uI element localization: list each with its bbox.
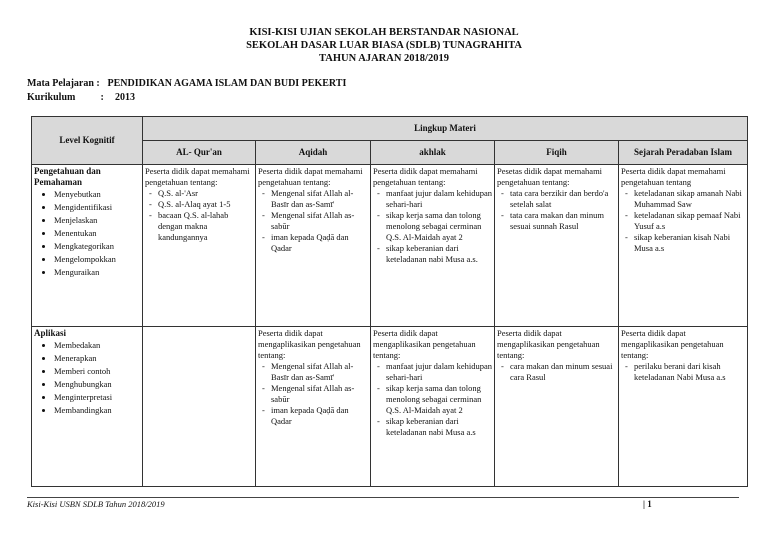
cell-intro: Peserta didik dapat memahami pengetahuan tentang: bbox=[373, 166, 478, 187]
skill-item: • Menghubungkan bbox=[54, 378, 140, 391]
kisi-kisi-table bbox=[31, 116, 748, 487]
content-cell bbox=[619, 327, 748, 487]
cell-intro: Peserta didik dapat memahami pengetahuan tentang bbox=[621, 166, 726, 187]
col-header-sejarah: Sejarah Peradaban Islam bbox=[619, 141, 748, 165]
material-item: - iman kepada Qaḍā dan Qadar bbox=[271, 405, 368, 427]
material-list bbox=[621, 188, 745, 254]
cell-intro: Peserta didik dapat mengaplikasikan pengetahuan tentang: bbox=[258, 328, 361, 360]
content-cell bbox=[256, 327, 371, 487]
material-item: - iman kepada Qaḍā dan Qadar bbox=[271, 232, 368, 254]
col-header-akhlak: akhlak bbox=[371, 141, 495, 165]
curriculum-label: Kurikulum bbox=[27, 92, 76, 103]
skill-list bbox=[34, 188, 140, 279]
material-list bbox=[373, 188, 492, 265]
subject-row bbox=[27, 78, 346, 89]
skill-item: • Mengelompokkan bbox=[54, 253, 140, 266]
material-item: - Mengenal sifat Allah as-sabūr bbox=[271, 210, 368, 232]
material-item: - tata cara makan dan minum sesuai sunnah Rasul bbox=[510, 210, 616, 232]
material-item: - manfaat jujur dalam kehidupan sehari-hari bbox=[386, 361, 492, 383]
material-item: - keteladanan sikap pemaaf Nabi Yusuf a.s bbox=[634, 210, 745, 232]
content-cell bbox=[371, 327, 495, 487]
material-item: - Q.S. al-Alaq ayat 1-5 bbox=[158, 199, 253, 210]
level-cell bbox=[32, 327, 143, 487]
subject-label: Mata Pelajaran : bbox=[27, 78, 100, 89]
level-title: Pengetahuan dan Pemahaman bbox=[34, 166, 101, 187]
material-list bbox=[497, 361, 616, 383]
table-row bbox=[32, 165, 748, 327]
cell-intro: Pesetas didik dapat memahami pengetahuan tentang: bbox=[497, 166, 603, 187]
content-cell bbox=[619, 165, 748, 327]
content-cell bbox=[495, 165, 619, 327]
material-list bbox=[258, 188, 368, 254]
skill-item: • Menyebutkan bbox=[54, 188, 140, 201]
skill-item: • Menentukan bbox=[54, 227, 140, 240]
skill-item: • Memberi contoh bbox=[54, 365, 140, 378]
skill-item: • Menginterpretasi bbox=[54, 391, 140, 404]
material-item: - Q.S. al-'Asr bbox=[158, 188, 253, 199]
material-item: - sikap keberanian dari keteladanan nabi Musa a.s. bbox=[386, 243, 492, 265]
cell-intro: Peserta didik dapat mengaplikasikan pengetahuan tentang: bbox=[373, 328, 476, 360]
skill-item: • Menerapkan bbox=[54, 352, 140, 365]
cell-intro: Peserta didik dapat memahami pengetahuan tentang: bbox=[258, 166, 363, 187]
material-list bbox=[497, 188, 616, 232]
subject-value: PENDIDIKAN AGAMA ISLAM DAN BUDI PEKERTI bbox=[107, 78, 347, 89]
skill-item: • Membedakan bbox=[54, 339, 140, 352]
skill-item: • Mengkategorikan bbox=[54, 240, 140, 253]
material-item: - Mengenal sifat Allah al-Basīr dan as-Samī' bbox=[271, 361, 368, 383]
doc-title-line2: SEKOLAH DASAR LUAR BIASA (SDLB) TUNAGRAHITA bbox=[246, 40, 522, 51]
doc-title-line1: KISI-KISI UJIAN SEKOLAH BERSTANDAR NASIONAL bbox=[249, 27, 519, 38]
material-item: - sikap keberanian kisah Nabi Musa a.s bbox=[634, 232, 745, 254]
material-item: - keteladanan sikap amanah Nabi Muhammad Saw bbox=[634, 188, 745, 210]
content-cell bbox=[143, 165, 256, 327]
level-header: Level Kognitif bbox=[32, 117, 143, 165]
content-cell bbox=[256, 165, 371, 327]
material-item: - Mengenal sifat Allah al-Basīr dan as-Samī' bbox=[271, 188, 368, 210]
skill-item: • Menguraikan bbox=[54, 266, 140, 279]
level-title: Aplikasi bbox=[34, 328, 67, 338]
material-item: - sikap keberanian dari keteladanan nabi Musa a.s bbox=[386, 416, 492, 438]
material-item: - tata cara berzikir dan berdo'a setelah salat bbox=[510, 188, 616, 210]
cell-intro: Peserta didik dapat memahami pengetahuan tentang: bbox=[145, 166, 250, 187]
skill-item: • Menjelaskan bbox=[54, 214, 140, 227]
skill-item: • Membandingkan bbox=[54, 404, 140, 417]
footer-text: Kisi-Kisi USBN SDLB Tahun 2018/2019 bbox=[27, 499, 165, 509]
content-cell bbox=[495, 327, 619, 487]
material-list bbox=[621, 361, 745, 383]
level-cell bbox=[32, 165, 143, 327]
footer-divider bbox=[27, 497, 739, 498]
material-list bbox=[145, 188, 253, 243]
material-list bbox=[373, 361, 492, 438]
material-list bbox=[258, 361, 368, 427]
material-item: - sikap kerja sama dan tolong menolong sebagai cerminan Q.S. Al-Maidah ayat 2 bbox=[386, 210, 492, 243]
material-item: - manfaat jujur dalam kehidupan sehari-hari bbox=[386, 188, 492, 210]
doc-title-line3: TAHUN AJARAN 2018/2019 bbox=[319, 53, 449, 64]
cell-intro: Peserta didik dapat mengaplikasikan pengetahuan tentang: bbox=[497, 328, 600, 360]
page-number: | 1 bbox=[643, 499, 652, 509]
material-item: - perilaku berani dari kisah keteladanan Nabi Musa a.s bbox=[634, 361, 745, 383]
table-row bbox=[32, 327, 748, 487]
material-item: - cara makan dan minum sesuai cara Rasul bbox=[510, 361, 616, 383]
col-header-fiqih: Fiqih bbox=[495, 141, 619, 165]
curriculum-value: 2013 bbox=[115, 92, 135, 103]
scope-header: Lingkup Materi bbox=[143, 117, 748, 141]
material-item: - sikap kerja sama dan tolong menolong sebagai cerminan Q.S. Al-Maidah ayat 2 bbox=[386, 383, 492, 416]
col-header-quran: AL- Qur'an bbox=[143, 141, 256, 165]
content-cell bbox=[143, 327, 256, 487]
curriculum-row bbox=[27, 92, 135, 103]
curriculum-sep: : bbox=[100, 92, 104, 103]
content-cell bbox=[371, 165, 495, 327]
material-item: - bacaan Q.S. al-lahab dengan makna kandungannya bbox=[158, 210, 253, 243]
material-item: - Mengenal sifat Allah as-sabūr bbox=[271, 383, 368, 405]
col-header-aqidah: Aqidah bbox=[256, 141, 371, 165]
skill-list bbox=[34, 339, 140, 417]
skill-item: • Mengidentifikasi bbox=[54, 201, 140, 214]
cell-intro: Peserta didik dapat mengaplikasikan pengetahuan tentang: bbox=[621, 328, 724, 360]
